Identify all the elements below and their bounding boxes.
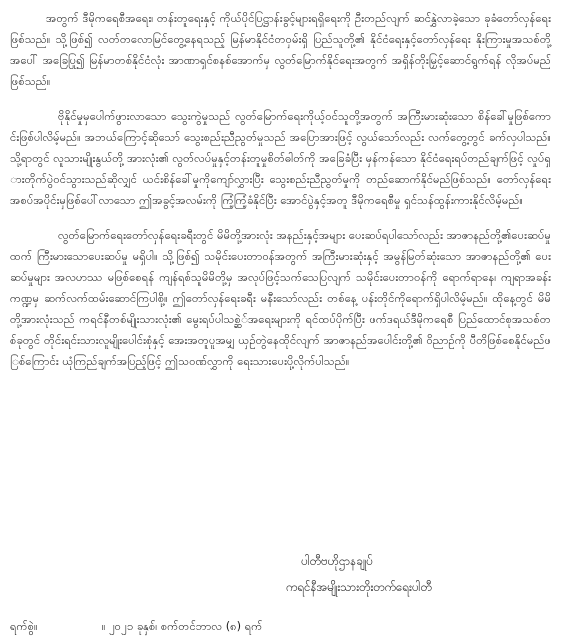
- signature-block: [229, 548, 469, 600]
- signature-issuer: ပါတီဗဟိုဌာနချုပ်: [301, 554, 373, 568]
- body-paragraph-1: အတွက် ဒီမိုကရေစီအရေး၊ တန်းတူရေးနှင့် ကိုယ်ပိုင်ပြဋ္ဌာန်းခွင့်များရရှိရေးကို ဦးတည်လျက် ဆင်နွှဲလာခဲ့သော ခုခံတော်လှန်ရေးဖြစ်သည်။ သို့ဖြစ်၍ လတ်တလောမြင်တွေ့နေရသည့် မြန်မာနိုင်ငံတဝှမ်းရှိ ပြည်သူတို့၏ နိုင်ငံရေးနှင့်တော်လှန်ရေး နိုးကြားမှုအသစ်တို့အပေါ် အခြေပြု၍ မြန်မာတစ်နိုင်ငံလုံး အာဏာရှင်စနစ်အောက်မှ လွတ်မြောက်နိုင်ရေးအတွက် အရှိန်တိုးမြှင့်ဆောင်ရွက်ရန် လိုအပ်မည်ဖြစ်သည်။: [10, 11, 551, 88]
- body-paragraph-3: လွတ်မြောက်ရေးတော်လှန်ရေးခရီးတွင် မိမိတို့အားလုံး အနည်းနှင့်အများ ပေးဆပ်ရပါသော်လည်း အာဇာနည်တို့၏ပေးဆပ်မှုထက် ကြီးမားသောပေးဆပ်မှု မရှိပါ။ သို့ဖြစ်၍ သမိုင်းပေးတာဝန်အတွက် အကြီးမားဆုံးနှင့် အမွန်မြတ်ဆုံးသော အာဇာနည်တို့၏ ပေးဆပ်မှုများ အလဟဿ မဖြစ်စေရန် ကျန်ရစ်သူမိမိတို့မှ အလုပ်ဖြင့်သက်သေပြလျက် သမိုင်းပေးတာဝန်ကို ရောက်ရာနေ၊ ကျရာအခန်းကဏ္ဍမှ ဆက်လက်ထမ်းဆောင်ကြပါစို့။ ဤတော်လှန်ရေးခရီး မနီးသော်လည်း တစ်နေ့ ပန်းတိုင်ကိုရောက်ရှိပါလိမ့်မည်။ ထိုနေ့တွင် မိမိတို့အားလုံးသည် ကရင်နီတစ်မျိုးသားလုံး၏ မွေးရပ်ပါသစ္ဆဲ်အရေးများကို ရင်ထပ်ပိုက်ပြီး ဖက်ဒရယ်ဒီမိုကရေစီ ပြည်ထောင်စုအသစ်တစ်ခုတွင် တိုင်းရင်းသားလူမျိုးပေါင်းစုံနှင့် အေးအတူပူအမျှ ယှဉ်တွဲနေထိုင်လျက် အာဇာနည်အပေါင်းတို့၏ ဝိညာဉ်ကို ပီတိဖြစ်စေနိုင်မည်ဖြစ်ကြောင်း ယုံကြည်ချက်အပြည့်ဖြင့် ဤသဝဏ်လွှာကို ရေးသားပေးပို့လိုက်ပါသည်။: [10, 228, 551, 368]
- body-paragraph-2: ဗိုနိုင်မှုမှပေါက်ဖွားလာသော သွေးကွဲမှုသည် လွတ်မြောက်ရေးကိုယ့်ဝင်သူတို့အတွက် အကြီးမားဆုံးသော စိန်ခေါ်မှုဖြစ်ကောင်းဖြစ်ပါလိမ့်မည်။ အဘယ်ကြောင့်ဆိုသော် သွေးစည်းညီညွတ်မှုသည် အပြောအားဖြင့် လွယ်သော်လည်း လက်တွေ့တွင် ခက်လှပါသည်။ သို့ရာတွင် လူသားမျိုးနွယ်တို့ အားလုံး၏ လွတ်လပ်မှုနှင့်တန်းတူမှုစိတ်ဓါတ်ကို အခြေခံပြီး မှန်ကန်သော နိုင်ငံရေးရပ်တည်ချက်ဖြင့် လှုပ်ရှားတိုက်ပွဲဝင်သွားသည်ဆိုလျှင် ယင်းစိန်ခေါ်မှုကိုကျော်လွှားပြီး သွေးစည်းညီညွတ်မှုကို တည်ဆောက်နိုင်မည်ဖြစ်သည်။ တော်လှန်ရေးအစပ်အပိုင်းမှဖြစ်ပေါ်လာသော ဤအခွင့်အလမ်းကို ကြံ့ကြံ့ခံနိုင်ပြီး အောင်ပွဲနှင့်အတူ ဒီမိုကရေစီမှု ရှင်သန်ထွန်းကားနိုင်လိမ့်မည်။: [10, 109, 551, 207]
- date-label: ရက်စွဲ။: [10, 619, 38, 633]
- dateline: [10, 617, 262, 635]
- date-value: ။ ၂၀၂၁ ခုနှစ်၊ စက်တင်ဘာလ (၈) ရက်: [102, 619, 263, 633]
- signature-organization: ကရင်နီအမျိုးသားတိုးတက်ရေးပါတီ: [286, 580, 432, 594]
